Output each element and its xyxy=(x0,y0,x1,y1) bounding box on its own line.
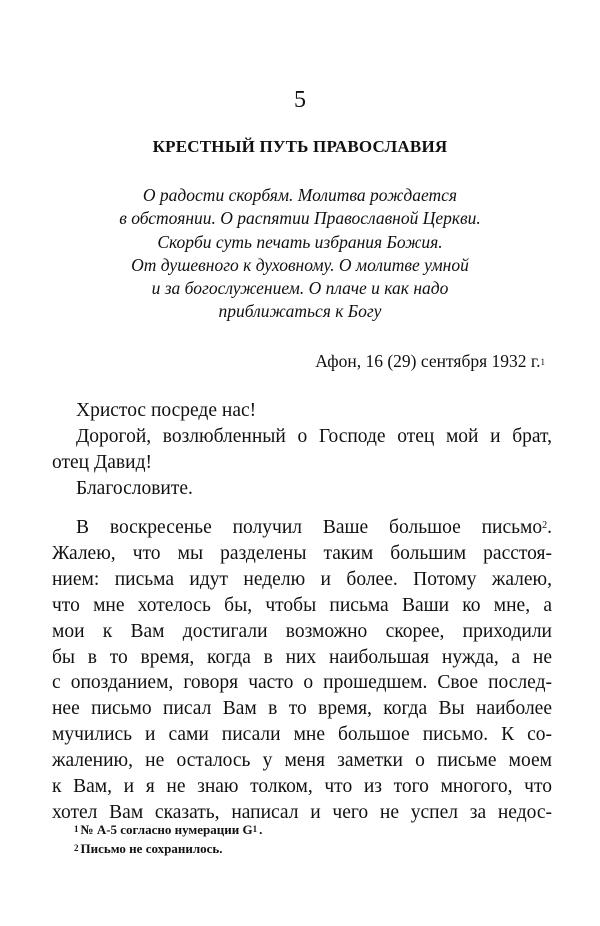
chapter-summary xyxy=(60,184,540,324)
footnote-number: 1 xyxy=(74,824,79,834)
footnote-1 xyxy=(74,820,262,839)
dateline-text: Афон, 16 (29) сентября 1932 г. xyxy=(315,351,541,371)
footnote-end: . xyxy=(259,822,263,837)
letter-line: бы в то время, когда в них наибольшая нужда, а не xyxy=(52,646,552,668)
letter-greeting xyxy=(52,398,552,502)
greeting-line: Дорогой, возлюбленный о Господе отец мой и брат, xyxy=(76,425,552,447)
footnote-text: Письмо не сохранилось. xyxy=(80,841,223,856)
greeting-line: отец Давид! xyxy=(52,451,152,473)
greeting-line: Христос посреде нас! xyxy=(76,400,257,421)
letter-dateline xyxy=(315,350,545,372)
footnote-siglum-sup: 1 xyxy=(252,824,258,834)
summary-line: От душевного к духовному. О молитве умной xyxy=(131,254,469,275)
greeting-line: Благословите. xyxy=(76,477,193,499)
footnote-2 xyxy=(74,839,262,858)
summary-line: в обстоянии. О распятии Православной Церкви. xyxy=(119,208,481,229)
letter-line: что мне хотелось бы, чтобы письма Ваши ко мне, а xyxy=(52,594,552,616)
letter-line xyxy=(52,515,552,541)
letter-first-line: В воскресенье получил Ваше большое письмо xyxy=(76,517,543,538)
footnote-siglum: G xyxy=(242,822,253,837)
letter-line: с опозданием, говоря часто о прошедшем. Свое послед- xyxy=(52,672,552,694)
summary-line: и за богослужением. О плаче и как надо xyxy=(151,278,449,299)
summary-line: приближаться к Богу xyxy=(218,301,382,322)
letter-first-line-end: . xyxy=(547,517,552,538)
letter-line: мучились и сами писали мне большое письмо. К со- xyxy=(52,724,552,746)
footnote-text: № А-5 согласно нумерации xyxy=(80,822,243,837)
letter-line: к Вам, и я не знаю толком, что из того многого, что xyxy=(52,776,552,798)
chapter-title: КРЕСТНЫЙ ПУТЬ ПРАВОСЛАВИЯ xyxy=(152,137,448,156)
footnotes xyxy=(74,820,262,858)
letter-line: хотел Вам сказать, написал и чего не успел за недос- xyxy=(52,801,552,823)
footnote-number: 2 xyxy=(74,843,79,853)
letter-body xyxy=(52,515,552,826)
letter-line: жалению, не осталось у меня заметки о письме моем xyxy=(52,750,552,772)
letter-line: нее письмо писал Вам в то время, когда Вы наиболее xyxy=(52,698,552,720)
footnote-ref-1: 1 xyxy=(540,357,545,367)
summary-line: О радости скорбям. Молитва рождается xyxy=(142,185,458,205)
letter-line: нием: письма идут неделю и более. Потому жалею, xyxy=(52,568,552,590)
letter-line: Жалею, что мы разделены таким большим расстоя- xyxy=(52,542,552,564)
footnote-ref-2: 2 xyxy=(542,520,548,531)
chapter-number: 5 xyxy=(294,87,306,113)
letter-line: мои к Вам достигали возможно скорее, приходили xyxy=(52,620,552,642)
summary-line: Скорби суть печать избрания Божия. xyxy=(157,231,443,252)
